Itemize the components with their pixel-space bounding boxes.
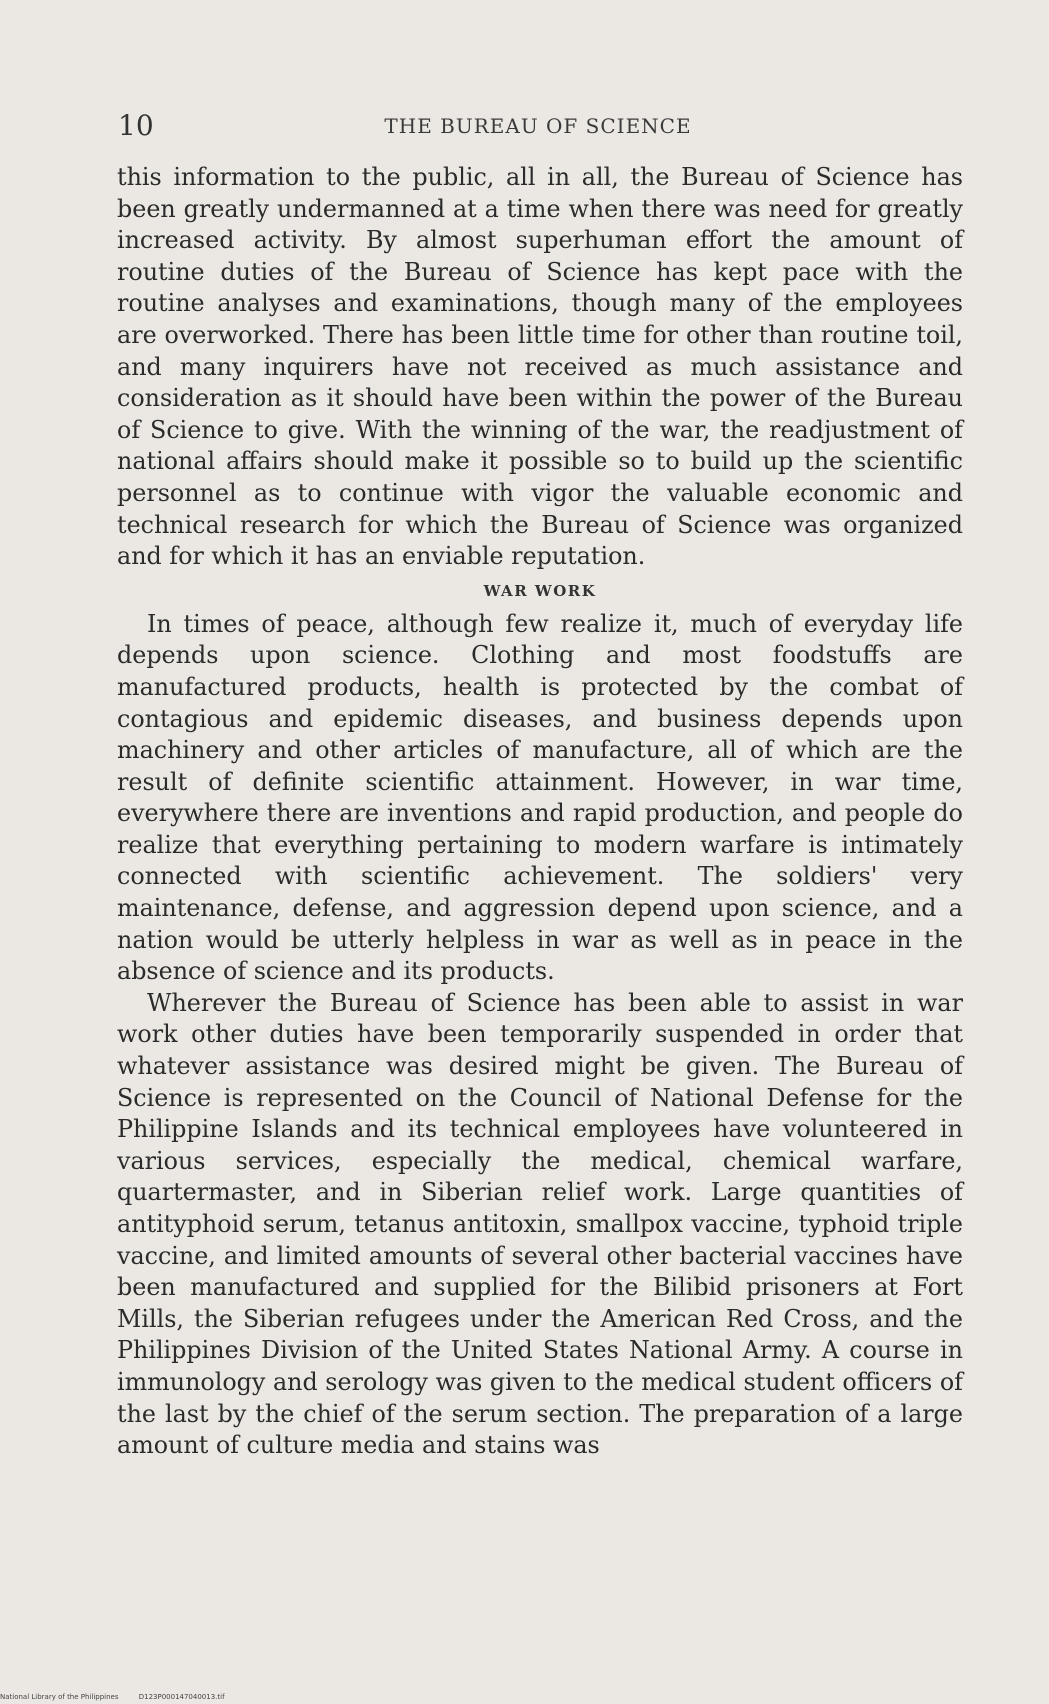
page-number: 10 [118, 109, 154, 142]
scan-footer [0, 1692, 243, 1702]
running-title: THE BUREAU OF SCIENCE [384, 114, 692, 138]
footer-library: National Library of the Philippines [0, 1693, 119, 1701]
footer-identifier: D123P000147040013.tif [138, 1693, 225, 1701]
body-text [117, 162, 963, 1462]
page-header [118, 106, 958, 146]
paragraph-war-work-assistance: Wherever the Bureau of Science has been able to assist in war work other duties have been temporarily suspended in order that whatever assistance was desired might be given. The Bureau of Science is represented on the Council of National Defense for the Philippine Islands and its technical employees have volunteered in various services, especially the medical, chemical warfare, quartermaster, and in Siberian relief work. Large quantities of antityphoid serum, tetanus antitoxin, smallpox vaccine, typhoid triple vaccine, and limited amounts of several other bacterial vaccines have been manufactured and supplied for the Bilibid prisoners at Fort Mills, the Siberian refugees under the American Red Cross, and the Philippines Division of the United States National Army. A course in immunology and serology was given to the medical student officers of the last by the chief of the serum section. The preparation of a large amount of culture media and stains was [117, 988, 963, 1460]
paragraph-war-work-intro: In times of peace, although few realize it, much of everyday life depends upon science. Clothing and most foodstuffs are manufactured products, health is protected by the combat of contagious and epidemic diseases, and business depends upon machinery and other articles of manufacture, all of which are the result of definite scientific attainment. However, in war time, everywhere there are inventions and rapid production, and people do realize that everything pertaining to modern warfare is intimately connected with scientific achievement. The soldiers' very maintenance, defense, and aggression depend upon science, and a nation would be utterly helpless in war as well as in peace in the absence of science and its products. [117, 609, 963, 986]
section-heading-war-work: WAR WORK [483, 581, 597, 600]
paragraph-continuation: this information to the public, all in all, the Bureau of Science has been greatly undermanned at a time when there was need for greatly increased activity. By almost superhuman effort the amount of routine duties of the Bureau of Science has kept pace with the routine analyses and examinations, though many of the employees are overworked. There has been little time for other than routine toil, and many inquirers have not received as much assistance and consideration as it should have been within the power of the Bureau of Science to give. With the winning of the war, the readjustment of national affairs should make it possible so to build up the scientific personnel as to continue with vigor the valuable economic and technical research for which the Bureau of Science was organized and for which it has an enviable reputation. [117, 163, 963, 571]
